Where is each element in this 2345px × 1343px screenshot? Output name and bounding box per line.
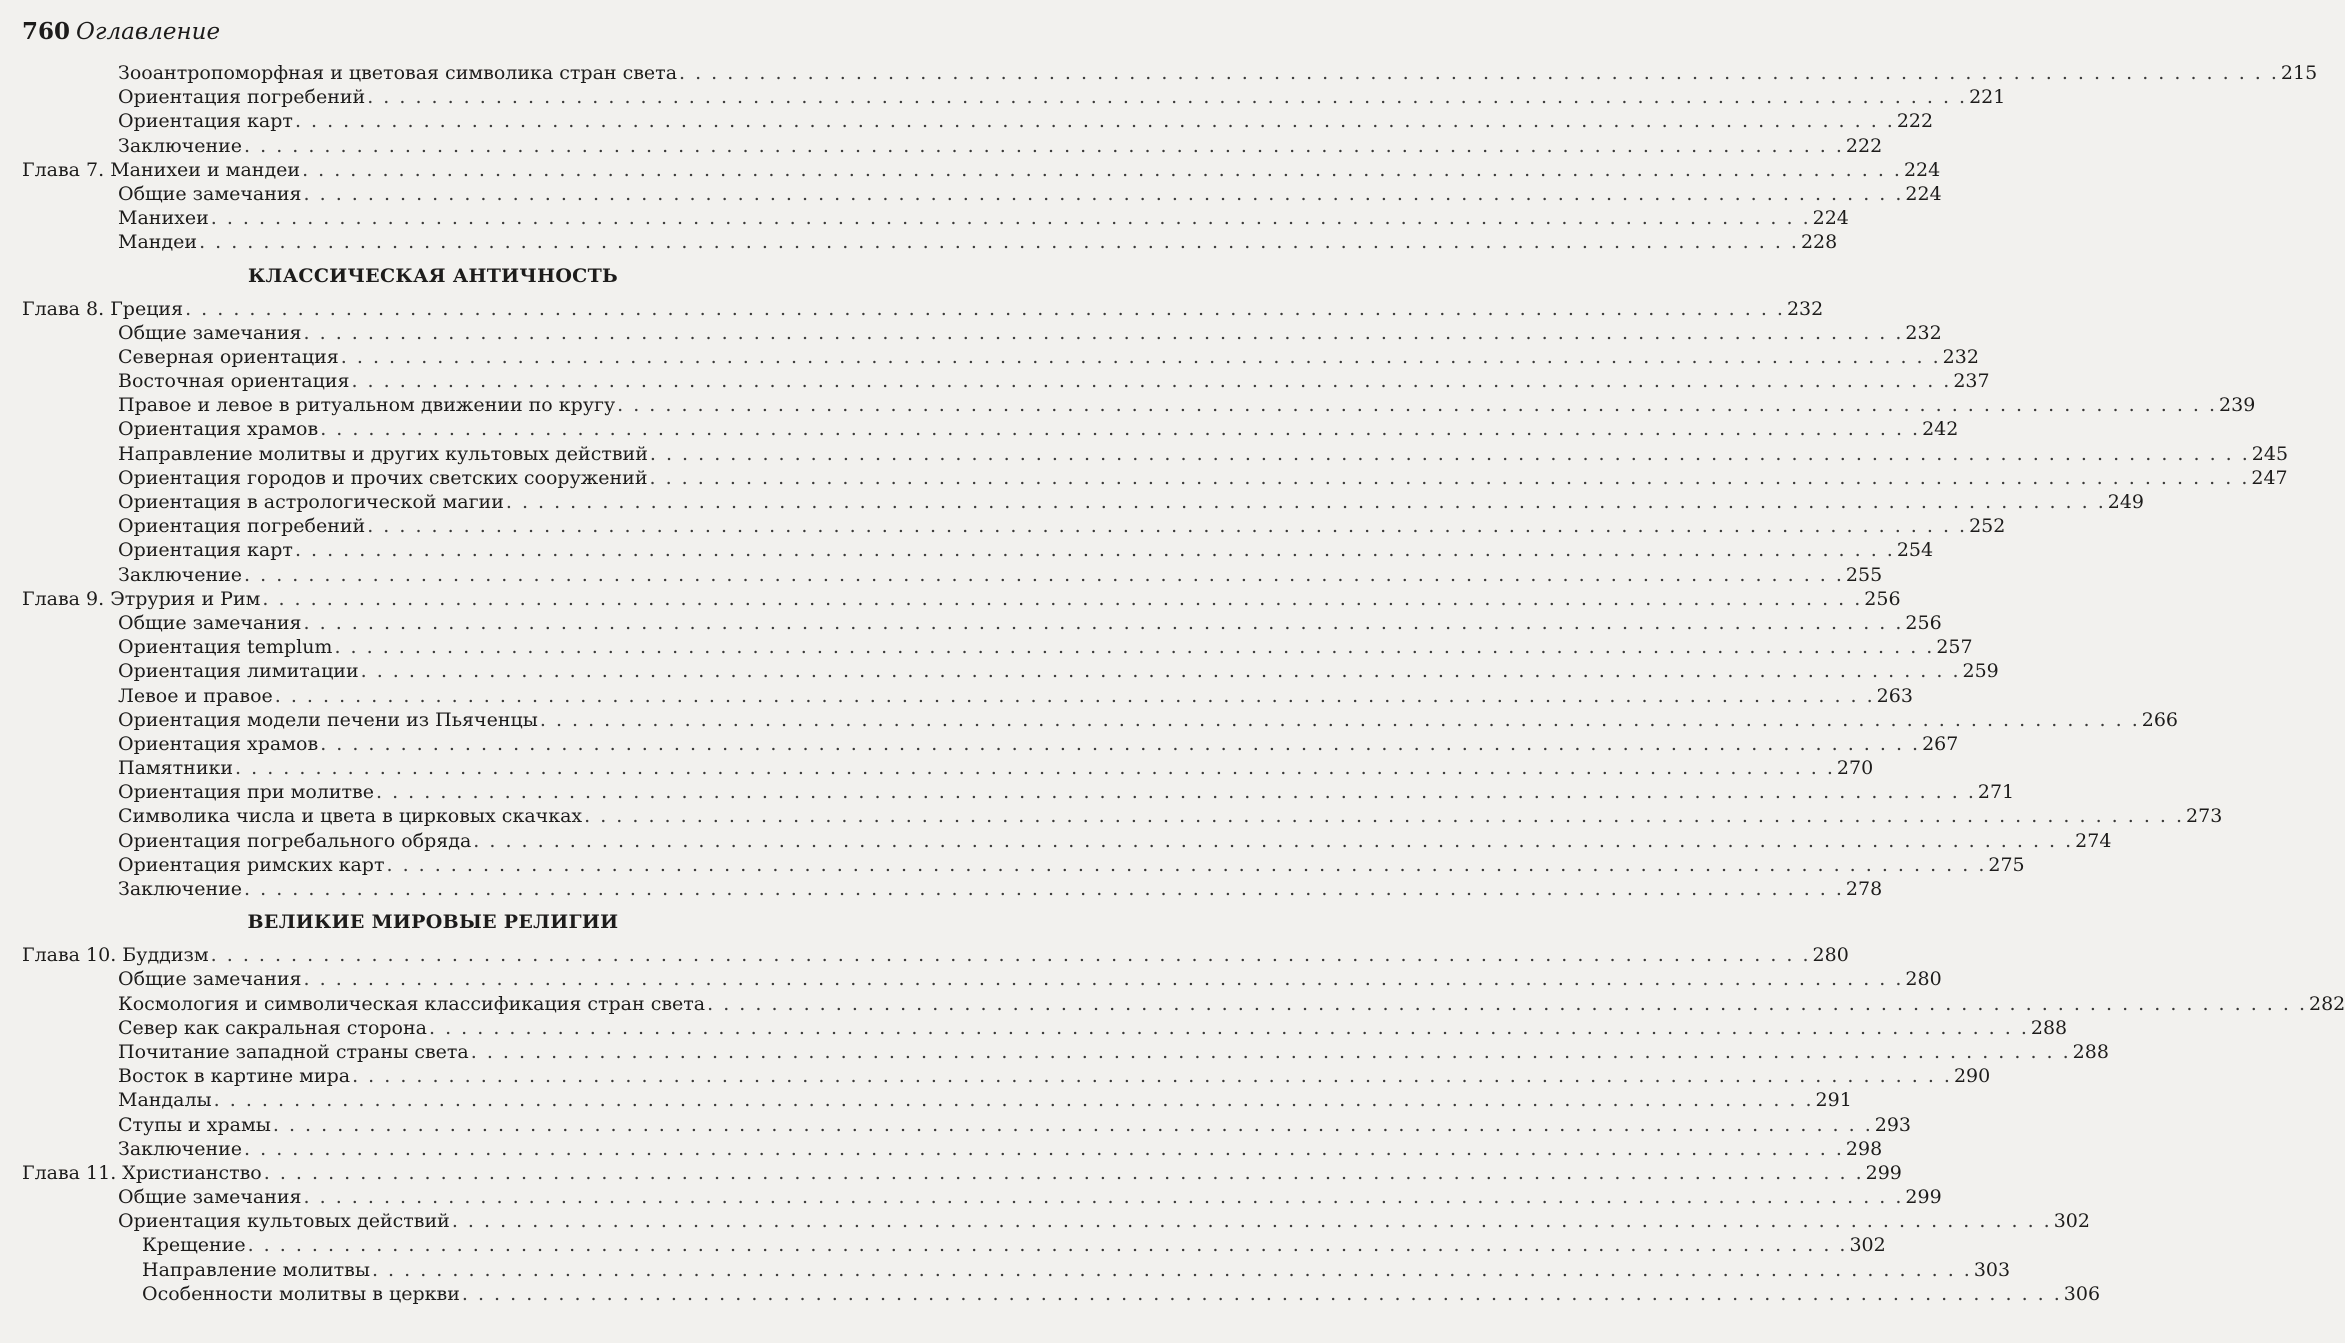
toc-entry <box>22 345 1979 369</box>
toc-entry <box>22 1258 2011 1282</box>
toc-entry <box>22 1282 2101 1306</box>
toc-entry-page: 302 <box>1849 1234 1886 1257</box>
toc-entry-title: Глава 10. Буддизм <box>22 944 209 967</box>
dot-leader <box>351 369 1951 393</box>
dot-leader <box>707 992 2307 1016</box>
toc-entry-page: 228 <box>1800 231 1838 254</box>
dot-leader <box>214 1088 1814 1112</box>
toc-chapter-entry <box>22 1161 1902 1185</box>
dot-leader <box>372 1258 1972 1282</box>
toc-entry-title: Восточная ориентация <box>118 370 350 393</box>
toc-entry-title: Зооантропоморфная и цветовая символика стран света <box>118 62 678 84</box>
toc-entry-title: Заключение <box>118 134 243 157</box>
table-of-contents <box>22 61 2345 1306</box>
toc-entry-page: 299 <box>1905 1186 1942 1209</box>
dot-leader <box>341 345 1941 369</box>
toc-entry <box>22 417 1959 441</box>
toc-entry-title: Заключение <box>118 563 243 586</box>
toc-entry <box>22 829 2112 853</box>
toc-entry-title: Ступы и храмы <box>118 1113 271 1136</box>
dot-leader <box>304 321 1904 345</box>
toc-entry-page: 224 <box>1905 182 1942 205</box>
toc-entry-page: 232 <box>1942 345 1979 368</box>
dot-leader <box>361 659 1961 683</box>
dot-leader <box>471 1040 2071 1064</box>
toc-entry <box>22 780 2015 804</box>
toc-entry-page: 221 <box>1969 86 2006 109</box>
toc-chapter-entry <box>22 158 1941 182</box>
dot-leader <box>264 1161 1864 1185</box>
dot-leader <box>211 206 1811 230</box>
toc-entry <box>22 538 1934 562</box>
toc-entry-page: 237 <box>1953 370 1990 393</box>
toc-entry-page: 275 <box>1988 853 2025 876</box>
toc-entry-page: 224 <box>1903 158 1941 181</box>
dot-leader <box>304 182 1904 206</box>
toc-entry-title: Глава 7. Манихеи и мандеи <box>22 158 301 181</box>
toc-entry <box>22 369 1990 393</box>
toc-entry-title: Общие замечания <box>118 968 302 991</box>
toc-entry <box>22 659 1999 683</box>
toc-entry-title: Глава 11. Христианство <box>22 1161 262 1184</box>
toc-entry-title: Общие замечания <box>118 321 302 344</box>
toc-entry <box>22 635 1973 659</box>
toc-entry-title: Ориентация погребений <box>118 86 366 109</box>
toc-entry <box>22 611 1942 635</box>
dot-leader <box>244 877 1844 901</box>
dot-leader <box>295 109 1895 133</box>
toc-entry-page: 278 <box>1845 878 1883 900</box>
toc-entry <box>22 877 1883 901</box>
toc-entry-title: Особенности молитвы в церкви <box>142 1282 460 1305</box>
toc-entry-title: Ориентация храмов <box>118 418 319 441</box>
toc-entry-page: 256 <box>1905 611 1942 634</box>
toc-chapter-entry <box>22 587 1901 611</box>
toc-entry <box>22 85 2006 109</box>
toc-entry-page: 242 <box>1922 418 1959 441</box>
dot-leader <box>584 804 2184 828</box>
toc-entry-title: Манихеи <box>118 207 209 230</box>
dot-leader <box>506 490 2106 514</box>
dot-leader <box>650 442 2250 466</box>
toc-entry-title: Мандалы <box>118 1089 212 1112</box>
toc-entry <box>22 1137 1883 1161</box>
toc-entry-page: 280 <box>1905 968 1942 991</box>
toc-chapter-entry <box>22 943 1849 967</box>
toc-entry-title: Ориентация храмов <box>118 732 319 755</box>
dot-leader <box>320 732 1920 756</box>
toc-entry-title: Мандеи <box>118 231 198 254</box>
toc-entry-page: 222 <box>1896 110 1934 133</box>
toc-entry-title: Ориентация в астрологической магии <box>118 491 504 513</box>
dot-leader <box>320 417 1920 441</box>
dot-leader <box>185 297 1785 321</box>
toc-entry-page: 282 <box>2309 992 2345 1015</box>
dot-leader <box>273 1113 1873 1137</box>
toc-entry-page: 215 <box>2280 62 2318 84</box>
toc-entry <box>22 1064 1991 1088</box>
toc-entry-title: Заключение <box>118 1137 243 1160</box>
toc-entry-title: Ориентация карт <box>118 539 293 562</box>
toc-entry-page: 298 <box>1845 1137 1883 1160</box>
dot-leader <box>199 230 1799 254</box>
toc-entry-title: Общие замечания <box>118 611 302 634</box>
toc-entry <box>22 992 2345 1016</box>
toc-entry <box>22 756 1874 780</box>
toc-entry-page: 303 <box>1973 1258 2011 1281</box>
toc-entry-page: 302 <box>2053 1210 2090 1233</box>
toc-entry-page: 224 <box>1812 207 1849 230</box>
toc-entry-page: 267 <box>1922 732 1959 755</box>
toc-entry-title: Правое и левое в ритуальном движении по кругу <box>118 394 616 417</box>
page-number: 760 <box>22 18 71 45</box>
toc-entry-title: Ориентация при молитве <box>118 781 374 804</box>
toc-entry <box>22 1185 1942 1209</box>
toc-entry-title: Памятники <box>118 757 234 780</box>
toc-entry-title: Ориентация культовых действий <box>118 1210 450 1233</box>
toc-entry-page: 254 <box>1896 539 1934 562</box>
dot-leader <box>367 514 1967 538</box>
toc-entry-title: Глава 8. Греция <box>22 297 184 320</box>
dot-leader <box>244 1137 1844 1161</box>
toc-entry-title: Космология и символическая классификация стран света <box>118 992 706 1015</box>
toc-entry-page: 293 <box>1874 1113 1912 1136</box>
toc-entry <box>22 1233 1886 1257</box>
toc-entry <box>22 61 2318 85</box>
section-heading: КЛАССИЧЕСКАЯ АНТИЧНОСТЬ <box>247 264 619 287</box>
toc-entry-title: Ориентация лимитации <box>118 660 359 683</box>
toc-entry-page: 232 <box>1905 321 1942 344</box>
dot-leader <box>367 85 1967 109</box>
toc-entry-page: 306 <box>2063 1282 2101 1305</box>
toc-entry-page: 252 <box>1969 515 2006 538</box>
toc-entry-title: Направление молитвы <box>142 1258 370 1281</box>
toc-entry-page: 245 <box>2251 442 2289 465</box>
dot-leader <box>352 1064 1952 1088</box>
toc-entry-page: 288 <box>2072 1040 2109 1063</box>
toc-entry <box>22 967 1942 991</box>
toc-entry-title: Северная ориентация <box>118 345 339 368</box>
toc-entry-title: Левое и правое <box>118 684 273 707</box>
running-head <box>22 17 220 47</box>
toc-entry-page: 290 <box>1953 1065 1991 1088</box>
dot-leader <box>304 1185 1904 1209</box>
toc-entry-page: 255 <box>1845 563 1883 586</box>
toc-entry-title: Общие замечания <box>118 182 302 205</box>
toc-entry <box>22 708 2178 732</box>
dot-leader <box>235 756 1835 780</box>
toc-entry <box>22 1040 2109 1064</box>
toc-entry <box>22 853 2025 877</box>
toc-entry-page: 280 <box>1812 944 1849 967</box>
toc-entry-title: Символика числа и цвета в цирковых скачках <box>118 805 583 828</box>
dot-leader <box>679 61 2279 85</box>
dot-leader <box>462 1282 2062 1306</box>
dot-leader <box>248 1233 1848 1257</box>
toc-entry-page: 299 <box>1865 1161 1902 1184</box>
toc-entry-page: 271 <box>1977 781 2015 804</box>
dot-leader <box>304 611 1904 635</box>
running-head-title: Оглавление <box>76 19 221 45</box>
toc-entry-page: 257 <box>1936 636 1973 659</box>
dot-leader <box>295 538 1895 562</box>
toc-entry-title: Ориентация templum <box>118 636 333 659</box>
toc-entry <box>22 393 2256 417</box>
toc-entry <box>22 563 1883 587</box>
section-heading: ВЕЛИКИЕ МИРОВЫЕ РЕЛИГИИ <box>247 911 619 934</box>
toc-entry-page: 274 <box>2075 829 2112 852</box>
toc-entry-page: 266 <box>2141 708 2178 731</box>
toc-entry-title: Почитание западной страны света <box>118 1040 469 1063</box>
toc-entry-page: 259 <box>1962 660 1999 683</box>
toc-entry-page: 288 <box>2030 1016 2068 1039</box>
dot-leader <box>302 158 1902 182</box>
toc-entry <box>22 1209 2090 1233</box>
toc-entry <box>22 1113 1912 1137</box>
dot-leader <box>386 853 1986 877</box>
toc-entry-page: 291 <box>1815 1089 1852 1112</box>
toc-entry-title: Глава 9. Этрурия и Рим <box>22 587 261 610</box>
dot-leader <box>275 684 1875 708</box>
toc-entry <box>22 206 1849 230</box>
toc-entry-title: Ориентация карт <box>118 110 293 133</box>
toc-entry-title: Ориентация погребального обряда <box>118 829 472 852</box>
toc-entry-page: 249 <box>2107 491 2144 513</box>
toc-entry <box>22 804 2223 828</box>
dot-leader <box>452 1209 2052 1233</box>
toc-entry <box>22 732 1959 756</box>
toc-entry <box>22 230 1838 254</box>
toc-entry <box>22 490 2144 514</box>
toc-entry-page: 270 <box>1836 757 1874 780</box>
dot-leader <box>540 708 2140 732</box>
toc-chapter-entry <box>22 297 1824 321</box>
dot-leader <box>473 829 2073 853</box>
toc-entry <box>22 134 1883 158</box>
toc-entry <box>22 684 1913 708</box>
dot-leader <box>211 943 1811 967</box>
toc-entry-page: 239 <box>2219 394 2256 417</box>
dot-leader <box>262 587 1862 611</box>
toc-entry-title: Север как сакральная сторона <box>118 1016 427 1039</box>
toc-entry <box>22 514 2006 538</box>
dot-leader <box>617 393 2217 417</box>
toc-entry <box>22 466 2288 490</box>
toc-entry-title: Заключение <box>118 878 243 900</box>
toc-entry-title: Ориентация римских карт <box>118 853 385 876</box>
toc-entry-page: 247 <box>2251 466 2288 489</box>
dot-leader <box>244 134 1844 158</box>
toc-entry <box>22 1088 1852 1112</box>
toc-entry-page: 273 <box>2186 805 2223 828</box>
toc-entry <box>22 109 1934 133</box>
toc-entry-page: 263 <box>1876 684 1913 707</box>
toc-entry-title: Ориентация погребений <box>118 515 366 538</box>
dot-leader <box>334 635 1934 659</box>
toc-entry <box>22 1016 2068 1040</box>
toc-entry-page: 256 <box>1864 587 1901 610</box>
dot-leader <box>304 967 1904 991</box>
toc-entry <box>22 182 1942 206</box>
toc-entry-page: 232 <box>1786 297 1824 320</box>
toc-entry-title: Крещение <box>142 1234 246 1257</box>
dot-leader <box>649 466 2249 490</box>
toc-entry-title: Ориентация городов и прочих светских сооружений <box>118 466 648 489</box>
toc-entry-title: Восток в картине мира <box>118 1065 351 1088</box>
toc-entry-title: Общие замечания <box>118 1186 302 1209</box>
toc-entry <box>22 442 2289 466</box>
dot-leader <box>429 1016 2029 1040</box>
toc-entry-title: Ориентация модели печени из Пьяченцы <box>118 708 538 731</box>
dot-leader <box>244 563 1844 587</box>
toc-entry-page: 222 <box>1845 134 1883 157</box>
dot-leader <box>376 780 1976 804</box>
toc-entry-title: Направление молитвы и других культовых действий <box>118 442 648 465</box>
toc-entry <box>22 321 1942 345</box>
